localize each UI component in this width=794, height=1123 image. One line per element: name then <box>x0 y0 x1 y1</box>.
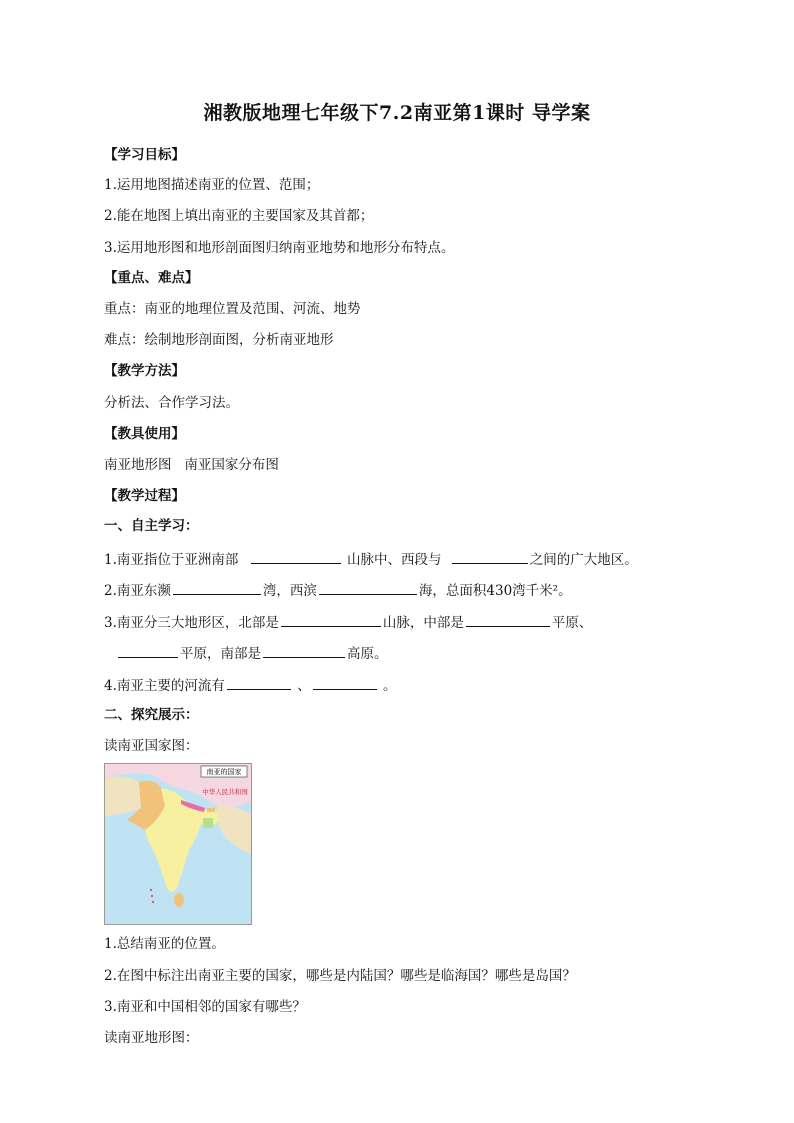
q1-text-c: 之间的广大地区。 <box>529 552 638 568</box>
goal-item-3: 3.运用地形图和地形剖面图归纳南亚地势和地形分布特点。 <box>104 240 455 256</box>
maldives-marker <box>152 901 154 903</box>
question-1 <box>104 549 638 569</box>
q3-blank-4[interactable] <box>263 643 345 658</box>
q4-blank-2[interactable] <box>313 675 377 690</box>
q2-text-a: 2.南亚东濒 <box>104 583 171 599</box>
maldives-marker <box>150 889 152 891</box>
read-map-2: 读南亚地形图： <box>104 1030 199 1046</box>
q4-blank-1[interactable] <box>227 675 291 690</box>
q3-blank-3[interactable] <box>118 643 178 658</box>
bangladesh-region <box>203 818 213 828</box>
part2-heading: 二、探究展示： <box>104 707 199 723</box>
map-graphic <box>105 764 251 924</box>
goal-item-1: 1.运用地图描述南亚的位置、范围； <box>104 177 320 193</box>
q3-text-a: 3.南亚分三大地形区，北部是 <box>104 615 279 631</box>
q3-text-c: 平原、 <box>551 615 593 631</box>
method-text: 分析法、合作学习法。 <box>104 395 239 411</box>
part1-heading: 一、自主学习： <box>104 518 199 534</box>
q3b-text-a: 平原，南部是 <box>180 646 261 662</box>
map-title: 南亚的国家 <box>206 768 242 776</box>
q2-text-c: 海，总面积430湾千米²。 <box>418 583 572 599</box>
sri-lanka-region <box>174 893 184 907</box>
tools-text: 南亚地形图 南亚国家分布图 <box>104 457 279 473</box>
maldives-marker <box>151 895 153 897</box>
q3-blank-2[interactable] <box>466 612 550 627</box>
china-label: 中华人民共和国 <box>202 788 248 796</box>
bhutan-region <box>207 808 215 812</box>
explore-item-1: 1.总结南亚的位置。 <box>104 936 225 952</box>
difficult-point: 难点：绘制地形剖面图，分析南亚地形 <box>104 332 334 348</box>
goals-heading: 【学习目标】 <box>104 147 185 163</box>
page-title: 湘教版地理七年级下7.2南亚第1课时 导学案 <box>203 102 591 124</box>
q4-text-c: 。 <box>382 678 397 694</box>
q4-text-a: 4.南亚主要的河流有 <box>104 678 225 694</box>
q3b-text-b: 高原。 <box>347 646 388 662</box>
q3-blank-1[interactable] <box>281 612 381 627</box>
q1-text-a: 1.南亚指位于亚洲南部 <box>104 552 239 568</box>
key-heading: 【重点、难点】 <box>104 270 199 286</box>
tools-heading: 【教具使用】 <box>104 426 185 442</box>
q1-blank-1[interactable] <box>251 549 341 564</box>
q1-text-b: 山脉中、西段与 <box>346 552 442 568</box>
q2-text-b: 湾，西滨 <box>262 583 317 599</box>
question-3-continued <box>116 643 388 663</box>
explore-item-2: 2.在图中标注出南亚主要的国家，哪些是内陆国？哪些是临海国？哪些是岛国？ <box>104 968 576 984</box>
south-asia-countries-map <box>104 763 252 925</box>
goal-item-2: 2.能在地图上填出南亚的主要国家及其首都； <box>104 208 374 224</box>
question-3 <box>104 612 592 632</box>
question-4 <box>104 675 396 695</box>
q2-blank-2[interactable] <box>319 580 417 595</box>
q1-blank-2[interactable] <box>452 549 528 564</box>
explore-item-3: 3.南亚和中国相邻的国家有哪些？ <box>104 999 306 1015</box>
q3-text-b: 山脉，中部是 <box>382 615 464 631</box>
key-point: 重点：南亚的地理位置及范围、河流、地势 <box>104 301 361 317</box>
question-2 <box>104 580 572 600</box>
read-map-1: 读南亚国家图： <box>104 738 199 754</box>
method-heading: 【教学方法】 <box>104 363 185 379</box>
q2-blank-1[interactable] <box>173 580 261 595</box>
q4-text-b: 、 <box>297 678 311 694</box>
process-heading: 【教学过程】 <box>104 488 185 504</box>
